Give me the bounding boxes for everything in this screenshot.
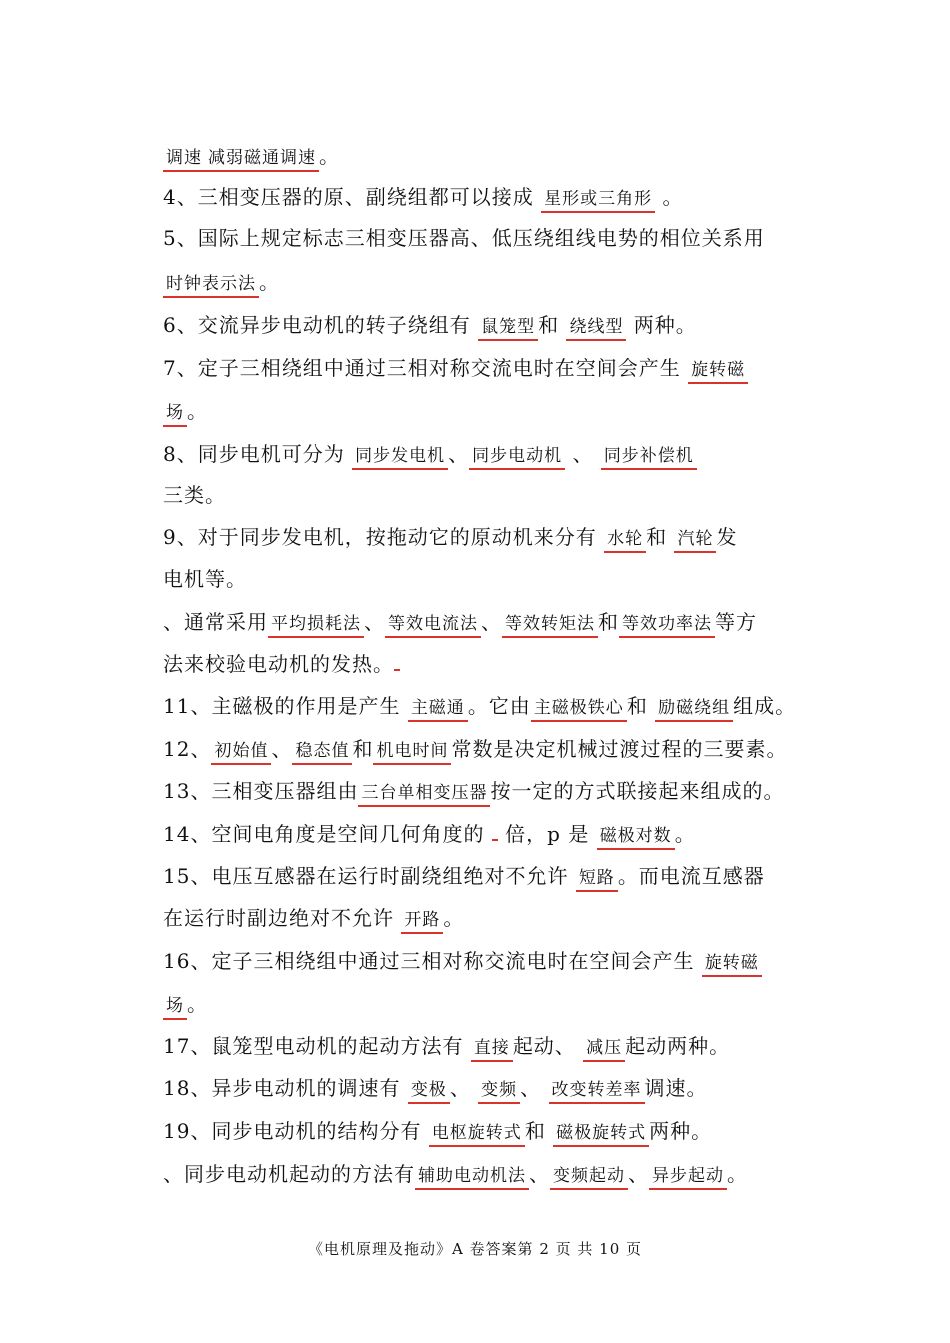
question-text: 9、对于同步发电机，按拖动它的原动机来分有 [163, 525, 605, 549]
text-line [163, 481, 793, 509]
answer-blank: 同步补偿机 [601, 444, 697, 470]
question-text: 19、同步电动机的结构分有 [163, 1119, 429, 1143]
answer-blank: 三台单相变压器 [358, 781, 490, 807]
answer-blank: 场 [163, 401, 187, 427]
question-text: 4、三相变压器的原、副绕组都可以接成 [163, 185, 542, 209]
answer-blank: 等效转矩法 [502, 612, 598, 638]
question-text: 。 [319, 144, 340, 168]
question-text: 和 [352, 737, 374, 761]
answer-blank: 等效功率法 [619, 612, 715, 638]
question-text: 发 [716, 525, 738, 549]
answer-blank: 机电时间 [373, 739, 451, 765]
text-line [163, 1160, 793, 1190]
question-text: 倍，p 是 [497, 822, 597, 846]
question-text: 起动、 [512, 1034, 584, 1058]
question-text: 。它由 [467, 694, 531, 718]
answer-blank: 变频起动 [550, 1164, 628, 1190]
question-text: 电机等。 [163, 567, 247, 591]
text-line [163, 777, 793, 807]
answer-blank [394, 669, 400, 671]
text-line [163, 650, 793, 678]
question-text: 和 [646, 525, 675, 549]
answer-blank: 调速 [163, 146, 205, 172]
question-text: 。 [674, 822, 696, 846]
answer-blank: 场 [163, 994, 187, 1020]
answer-blank: 磁极对数 [597, 824, 675, 850]
question-text: 、 [449, 1076, 479, 1100]
question-text: 和 [524, 1119, 554, 1143]
answer-blank: 时钟表示法 [163, 272, 259, 298]
text-line [163, 608, 793, 638]
text-line [163, 268, 793, 298]
answer-blank: 等效电流法 [385, 612, 481, 638]
text-line [163, 354, 793, 384]
question-text: 。 [727, 1162, 748, 1186]
question-text: 起动两种。 [625, 1034, 731, 1058]
question-text: 17、鼠笼型电动机的起动方法有 [163, 1034, 471, 1058]
question-text: 、 [520, 1076, 549, 1100]
question-text: 13、三相变压器组由 [163, 779, 359, 803]
answer-blank: 短路 [576, 866, 618, 892]
page-footer: 《电机原理及拖动》A 卷答案第 2 页 共 10 页 [307, 1240, 643, 1258]
answer-blank: 减压 [583, 1036, 625, 1062]
answer-blank: 旋转磁 [702, 951, 762, 977]
question-text: 7、定子三相绕组中通过三相对称交流电时在空间会产生 [163, 356, 689, 380]
answer-blank: 变极 [408, 1078, 450, 1104]
answer-blank: 鼠笼型 [478, 315, 538, 341]
question-text: 。 [655, 185, 684, 209]
answer-blank: 旋转磁 [688, 358, 748, 384]
question-text: 组成。 [733, 694, 797, 718]
answer-blank: 稳态值 [292, 739, 352, 765]
question-text: 、 [529, 1162, 550, 1186]
question-text: 三类。 [163, 483, 226, 507]
question-text: 常数是决定机械过渡过程的三要素。 [451, 737, 788, 761]
answer-blank: 开路 [401, 908, 443, 934]
question-text: 、 [628, 1162, 649, 1186]
answer-blank: 变频 [478, 1078, 520, 1104]
answer-blank: 励磁绕组 [655, 696, 733, 722]
text-line [163, 397, 793, 427]
question-text: 5、国际上规定标志三相变压器高、低压绕组线电势的相位关系用 [163, 226, 765, 250]
answer-blank: 同步电动机 [469, 444, 565, 470]
question-text: 等方 [715, 610, 757, 634]
question-text: 。 [259, 270, 280, 294]
question-text: 、通常采用 [163, 610, 268, 634]
question-text: 调速。 [644, 1076, 708, 1100]
answer-blank: 汽轮 [674, 527, 716, 553]
text-line [163, 1117, 793, 1147]
question-text: 16、定子三相绕组中通过三相对称交流电时在空间会产生 [163, 949, 702, 973]
question-text: 两种。 [626, 313, 697, 337]
answer-blank: 星形或三角形 [541, 187, 655, 213]
question-text: 按一定的方式联接起来组成的。 [490, 779, 785, 803]
text-line [163, 862, 793, 892]
answer-blank: 减弱磁通调速 [205, 146, 319, 172]
question-text: 、 [364, 610, 385, 634]
question-text: 、同步电动机起动的方法有 [163, 1162, 415, 1186]
question-text: 两种。 [649, 1119, 713, 1143]
text-line [163, 735, 793, 765]
question-text: 14、空间电角度是空间几何角度的 [163, 822, 492, 846]
text-line [163, 692, 797, 722]
text-line [163, 947, 793, 977]
question-text: 、 [448, 442, 470, 466]
answer-blank: 主磁通 [408, 696, 468, 722]
question-text: 。 [187, 399, 208, 423]
text-line [163, 904, 793, 934]
text-line [163, 224, 793, 252]
text-line [163, 523, 793, 553]
text-line [163, 820, 793, 850]
question-text: 15、电压互感器在运行时副绕组绝对不允许 [163, 864, 576, 888]
question-text: 11、主磁极的作用是产生 [163, 694, 408, 718]
question-text: 8、同步电机可分为 [163, 442, 353, 466]
question-text: 6、交流异步电动机的转子绕组有 [163, 313, 479, 337]
answer-blank: 主磁极铁心 [531, 696, 627, 722]
answer-blank: 磁极旋转式 [553, 1121, 649, 1147]
text-line [163, 1032, 793, 1062]
question-text: 、 [271, 737, 293, 761]
answer-blank: 平均损耗法 [268, 612, 364, 638]
question-text: 、 [481, 610, 502, 634]
question-text: 和 [538, 313, 567, 337]
question-text: 。而电流互感器 [617, 864, 765, 888]
answer-blank: 水轮 [604, 527, 646, 553]
text-line [163, 311, 793, 341]
answer-blank: 异步起动 [649, 1164, 727, 1190]
question-text: 、 [565, 442, 601, 466]
answer-blank: 初始值 [211, 739, 271, 765]
text-line [163, 142, 793, 172]
text-line [163, 1074, 793, 1104]
answer-blank: 电枢旋转式 [429, 1121, 525, 1147]
text-line [163, 440, 793, 470]
question-text: 。 [187, 992, 208, 1016]
question-text: 在运行时副边绝对不允许 [163, 906, 402, 930]
answer-blank: 绕线型 [566, 315, 626, 341]
answer-blank: 辅助电动机法 [415, 1164, 529, 1190]
question-text: 18、异步电动机的调速有 [163, 1076, 408, 1100]
question-text: 法来校验电动机的发热。 [163, 652, 394, 676]
answer-blank: 同步发电机 [352, 444, 448, 470]
answer-blank: 改变转差率 [549, 1078, 645, 1104]
question-text: 和 [626, 694, 656, 718]
question-text: 。 [443, 906, 465, 930]
question-text: 和 [598, 610, 619, 634]
question-text: 12、 [163, 737, 212, 761]
text-line [163, 990, 793, 1020]
text-line [163, 565, 793, 593]
answer-blank: 直接 [471, 1036, 513, 1062]
text-line [163, 183, 793, 213]
